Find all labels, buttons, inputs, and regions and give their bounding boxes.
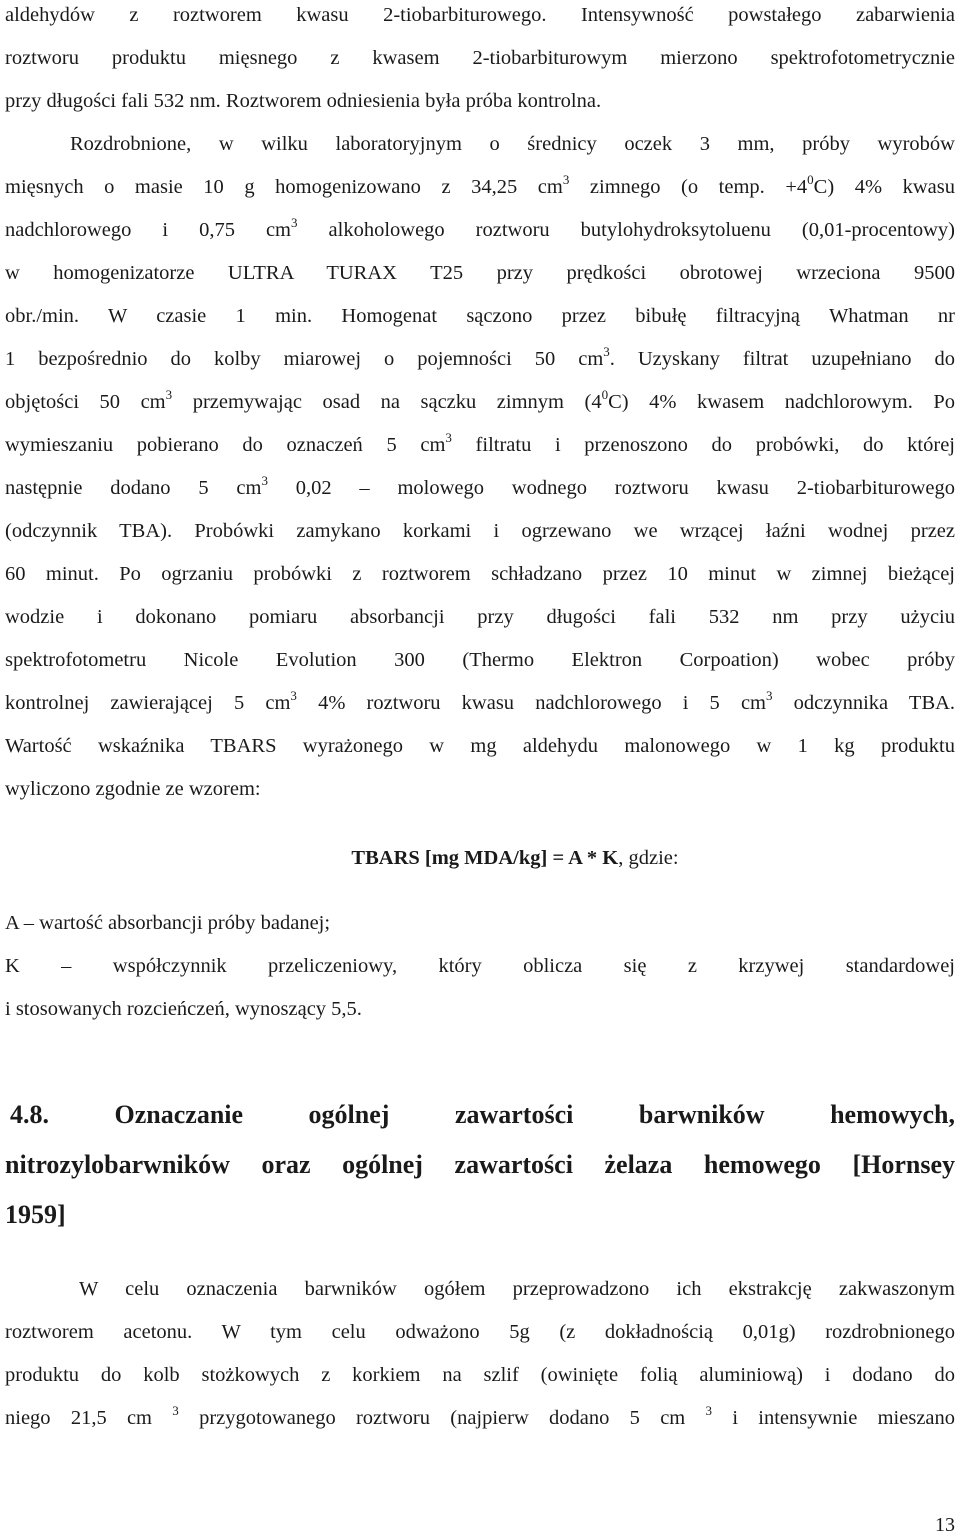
- text-line: nadchlorowego i 0,75 $cm^3$ alkoholowego roztworu butylohydroksytoluenu (0,01-procentowy): [5, 215, 956, 241]
- text-line: roztworu produktu mięsnego z kwasem 2-tiobarbiturowym mierzono spektrofotometrycznie: [5, 47, 955, 69]
- page-number: 13: [935, 1514, 955, 1536]
- text-line: Wartość wskaźnika TBARS wyrażonego w mg aldehydu malonowego w 1 kg produktu: [5, 735, 955, 757]
- text-line: następnie dodano 5 $cm^3$ 0,02 – molowego wodnego roztworu kwasu 2-tiobarbiturowego: [5, 473, 955, 499]
- text-line: aldehydów z roztworem kwasu 2-tiobarbiturowego. Intensywność powstałego zabarwienia: [5, 4, 955, 26]
- legend-line-k-cont: i stosowanych rozcieńczeń, wynoszący 5,5.: [5, 998, 362, 1020]
- text-line: obr./min. W czasie 1 min. Homogenat sączono przez bibułę filtracyjną Whatman nr: [5, 305, 955, 327]
- text-line: przy długości fali 532 nm. Roztworem odniesienia była próba kontrolna.: [5, 90, 602, 112]
- text-line: kontrolnej zawierającej 5 $cm^3$ 4% roztworu kwasu nadchlorowego i 5 $cm^3$ odczynnika TBA.: [5, 688, 956, 714]
- text-line: roztworem acetonu. W tym celu odważono 5g (z dokładnością 0,01g) rozdrobnionego: [5, 1321, 955, 1343]
- text-line: objętości 50 $cm^3$ przemywając osad na sączku zimnym $(4^0C)$ 4% kwasem nadchlorowym. Po: [5, 387, 956, 413]
- text-line: produktu do kolb stożkowych z korkiem na szlif (owinięte folią aluminiową) i dodano do: [5, 1364, 955, 1386]
- text-line: wymieszaniu pobierano do oznaczeń 5 $cm^3$ filtratu i przenoszono do probówki, do której: [5, 430, 955, 456]
- text-line: Rozdrobnione, w wilku laboratoryjnym o średnicy oczek 3 mm, próby wyrobów: [70, 133, 955, 155]
- legend-line-k: K – współczynnik przeliczeniowy, który oblicza się z krzywej standardowej: [5, 955, 955, 977]
- text-line: wyliczono zgodnie ze wzorem:: [5, 778, 261, 800]
- text-line: 1 bezpośrednio do kolby miarowej o pojemności 50 $cm^3$. Uzyskany filtrat uzupełniano do: [5, 344, 956, 370]
- text-line: (odczynnik TBA). Probówki zamykano korkami i ogrzewano we wrzącej łaźni wodnej przez: [5, 520, 955, 542]
- section-heading: 4.8. Oznaczanie ogólnej zawartości barwników hemowych,: [10, 1100, 955, 1129]
- text-line: mięsnych o masie 10 g homogenizowano z 34,25 $cm^3$ zimnego (o temp. $+4^0C$) 4% kwasu: [5, 172, 955, 198]
- section-heading-line: nitrozylobarwników oraz ogólnej zawartości żelaza hemowego [Hornsey: [5, 1150, 955, 1179]
- section-heading-line: 1959]: [5, 1200, 66, 1229]
- text-line: wodzie i dokonano pomiaru absorbancji przy długości fali 532 nm przy użyciu: [5, 606, 955, 628]
- text-line: 60 minut. Po ogrzaniu probówki z roztworem schładzano przez 10 minut w zimnej bieżącej: [5, 563, 955, 585]
- text-line: niego 21,5 cm $^3$ przygotowanego roztworu (najpierw dodano 5 cm $^3$ i intensywnie mieszano: [5, 1403, 956, 1429]
- text-line: W celu oznaczenia barwników ogółem przeprowadzono ich ekstrakcję zakwaszonym: [79, 1278, 955, 1300]
- text-line: spektrofotometru Nicole Evolution 300 (Thermo Elektron Corpoation) wobec próby: [5, 649, 955, 671]
- formula: TBARS [mg MDA/kg] = A * K, gdzie:: [351, 847, 679, 869]
- text-line: w homogenizatorze ULTRA TURAX T25 przy prędkości obrotowej wrzeciona 9500: [5, 262, 955, 284]
- legend-line-a: A – wartość absorbancji próby badanej;: [5, 912, 331, 934]
